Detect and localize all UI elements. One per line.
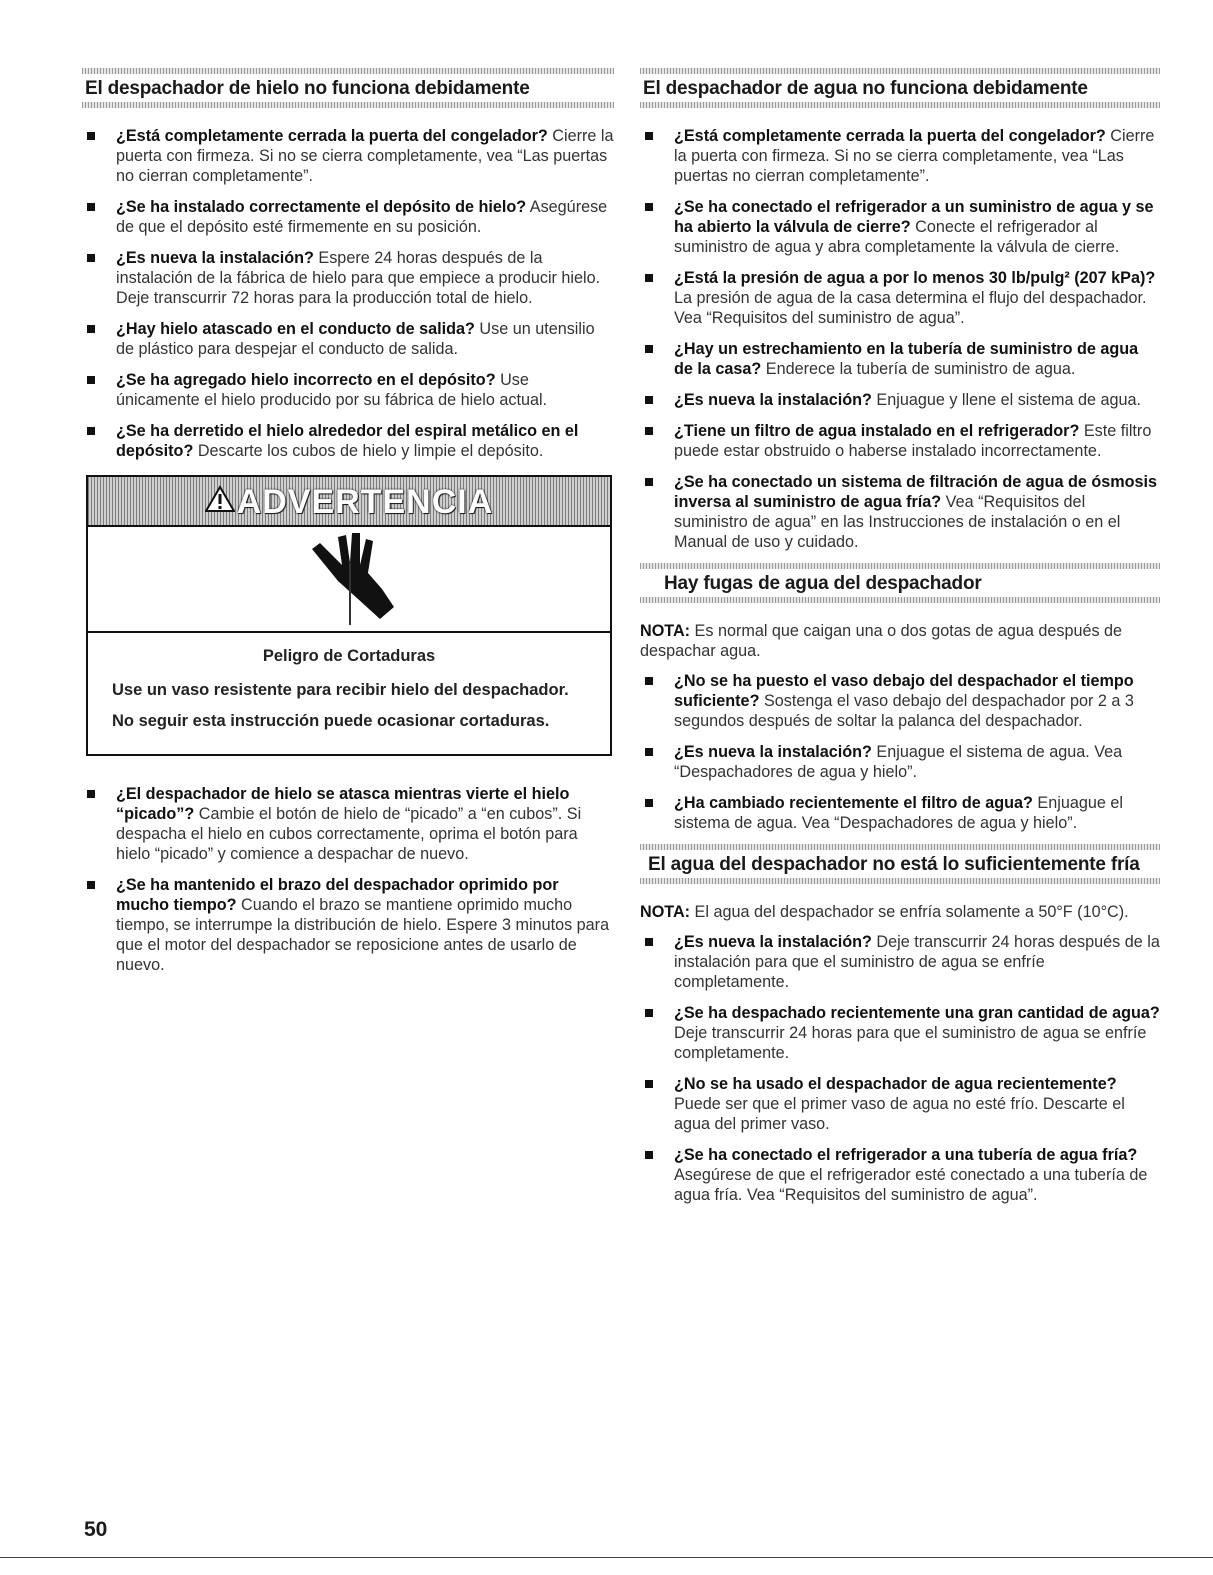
list-item: ¿Se ha derretido el hielo alrededor del espiral metálico en el depósito? Descarte los cubos de hielo y limpie el depósito.: [82, 421, 614, 461]
list-item: ¿Es nueva la instalación? Enjuague el sistema de agua. Vea “Despachadores de agua y hielo”.: [640, 742, 1160, 782]
list-item: ¿Se ha instalado correctamente el depósito de hielo? Asegúrese de que el depósito esté firmemente en su posición.: [82, 197, 614, 237]
section-header-ice: [82, 68, 614, 108]
note-cold: NOTA: El agua del despachador se enfría solamente a 50°F (10°C).: [640, 903, 1129, 921]
list-item: ¿Se ha conectado un sistema de filtración de agua de ósmosis inversa al suministro de agua fría? Vea “Requisitos del suministro de agua” en las Instrucciones de instalación o en el Manual de uso y cuidado.: [640, 472, 1160, 552]
section-title-cold: El agua del despachador no está lo suficientemente fría: [648, 854, 1140, 875]
ice-dispenser-list-continued: [82, 784, 614, 975]
list-item: ¿Se ha despachado recientemente una gran cantidad de agua? Deje transcurrir 24 horas para que el suministro de agua se enfríe completamente.: [640, 1003, 1160, 1063]
list-item: ¿Se ha agregado hielo incorrecto en el depósito? Use únicamente el hielo producido por su fábrica de hielo actual.: [82, 370, 614, 410]
right-column: [640, 68, 1160, 1216]
list-item: ¿Se ha conectado el refrigerador a un suministro de agua y se ha abierto la válvula de cierre? Conecte el refrigerador al suministro de agua y abra completamente la válvula de cierre.: [640, 197, 1160, 257]
list-item: ¿Se ha mantenido el brazo del despachador oprimido por mucho tiempo? Cuando el brazo se mantiene oprimido mucho tiempo, se interrumpe la distribución de hielo. Espere 3 minutos para que el motor del despachador se reposicione antes de usarlo de nuevo.: [82, 875, 614, 975]
list-item: ¿No se ha puesto el vaso debajo del despachador el tiempo suficiente? Sostenga el vaso debajo del despachador por 2 a 3 segundos después de soltar la palanca del despachador.: [640, 671, 1160, 731]
list-item: ¿Es nueva la instalación? Deje transcurrir 24 horas después de la instalación para que el suministro de agua se enfríe completamente.: [640, 932, 1160, 992]
section-header-water: [640, 68, 1160, 108]
list-item: ¿Está la presión de agua a por lo menos 30 lb/pulg² (207 kPa)? La presión de agua de la casa determina el flujo del despachador. Vea “Requisitos del suministro de agua”.: [640, 268, 1160, 328]
ice-dispenser-list: [82, 126, 614, 461]
left-column: [82, 68, 614, 986]
list-item: ¿Está completamente cerrada la puerta del congelador? Cierre la puerta con firmeza. Si no se cierra completamente, vea “Las puertas no cierran completamente”.: [82, 126, 614, 186]
water-dispenser-list: [640, 126, 1160, 552]
warning-header: [88, 477, 610, 527]
list-item: ¿Es nueva la instalación? Enjuague y llene el sistema de agua.: [640, 390, 1160, 410]
warning-triangle-icon: [205, 483, 235, 522]
leaks-list: [640, 671, 1160, 833]
list-item: ¿Es nueva la instalación? Espere 24 horas después de la instalación de la fábrica de hielo para que empiece a producir hielo. Deje transcurrir 72 horas para la producción total de hielo.: [82, 248, 614, 308]
list-item: ¿Tiene un filtro de agua instalado en el refrigerador? Este filtro puede estar obstruido o haberse instalado incorrectamente.: [640, 421, 1160, 461]
section-header-leaks: [640, 563, 1160, 603]
list-item: ¿Hay un estrechamiento en la tubería de suministro de agua de la casa? Enderece la tubería de suministro de agua.: [640, 339, 1160, 379]
list-item: ¿Se ha conectado el refrigerador a una tubería de agua fría? Asegúrese de que el refrigerador esté conectado a una tubería de agua fría. Vea “Requisitos del suministro de agua”.: [640, 1145, 1160, 1205]
warning-consequence: No seguir esta instrucción puede ocasionar cortaduras.: [112, 712, 550, 730]
hazard-label: Peligro de Cortaduras: [262, 647, 436, 665]
list-item: ¿No se ha usado el despachador de agua recientemente? Puede ser que el primer vaso de agua no esté frío. Descarte el agua del primer vaso.: [640, 1074, 1160, 1134]
list-item: ¿El despachador de hielo se atasca mientras vierte el hielo “picado”? Cambie el botón de hielo de “picado” a “en cubos”. Si despacha el hielo en cubos correctamente, oprima el botón para hielo “picado” y comience a despachar de nuevo.: [82, 784, 614, 864]
list-item: ¿Hay hielo atascado en el conducto de salida? Use un utensilio de plástico para despejar el conducto de salida.: [82, 319, 614, 359]
cold-water-list: [640, 932, 1160, 1205]
warning-instruction: Use un vaso resistente para recibir hielo del despachador.: [112, 681, 569, 699]
section-header-cold: [640, 844, 1160, 884]
bottom-rule: [0, 1557, 1213, 1558]
list-item: ¿Ha cambiado recientemente el filtro de agua? Enjuague el sistema de agua. Vea “Despachadores de agua y hielo”.: [640, 793, 1160, 833]
note-leaks: NOTA: Es normal que caigan una o dos gotas de agua después de despachar agua.: [640, 622, 1123, 660]
section-title-leaks: Hay fugas de agua del despachador: [664, 573, 982, 594]
warning-title: ADVERTENCIA: [236, 483, 494, 521]
section-title-water: El despachador de agua no funciona debidamente: [643, 78, 1088, 99]
cut-hand-icon: [298, 529, 408, 629]
list-item: ¿Está completamente cerrada la puerta del congelador? Cierre la puerta con firmeza. Si no se cierra completamente, vea “Las puertas no cierran completamente”.: [640, 126, 1160, 186]
section-title-ice: El despachador de hielo no funciona debidamente: [85, 78, 530, 99]
warning-box: [86, 475, 612, 756]
page-number: 50: [84, 1518, 108, 1541]
